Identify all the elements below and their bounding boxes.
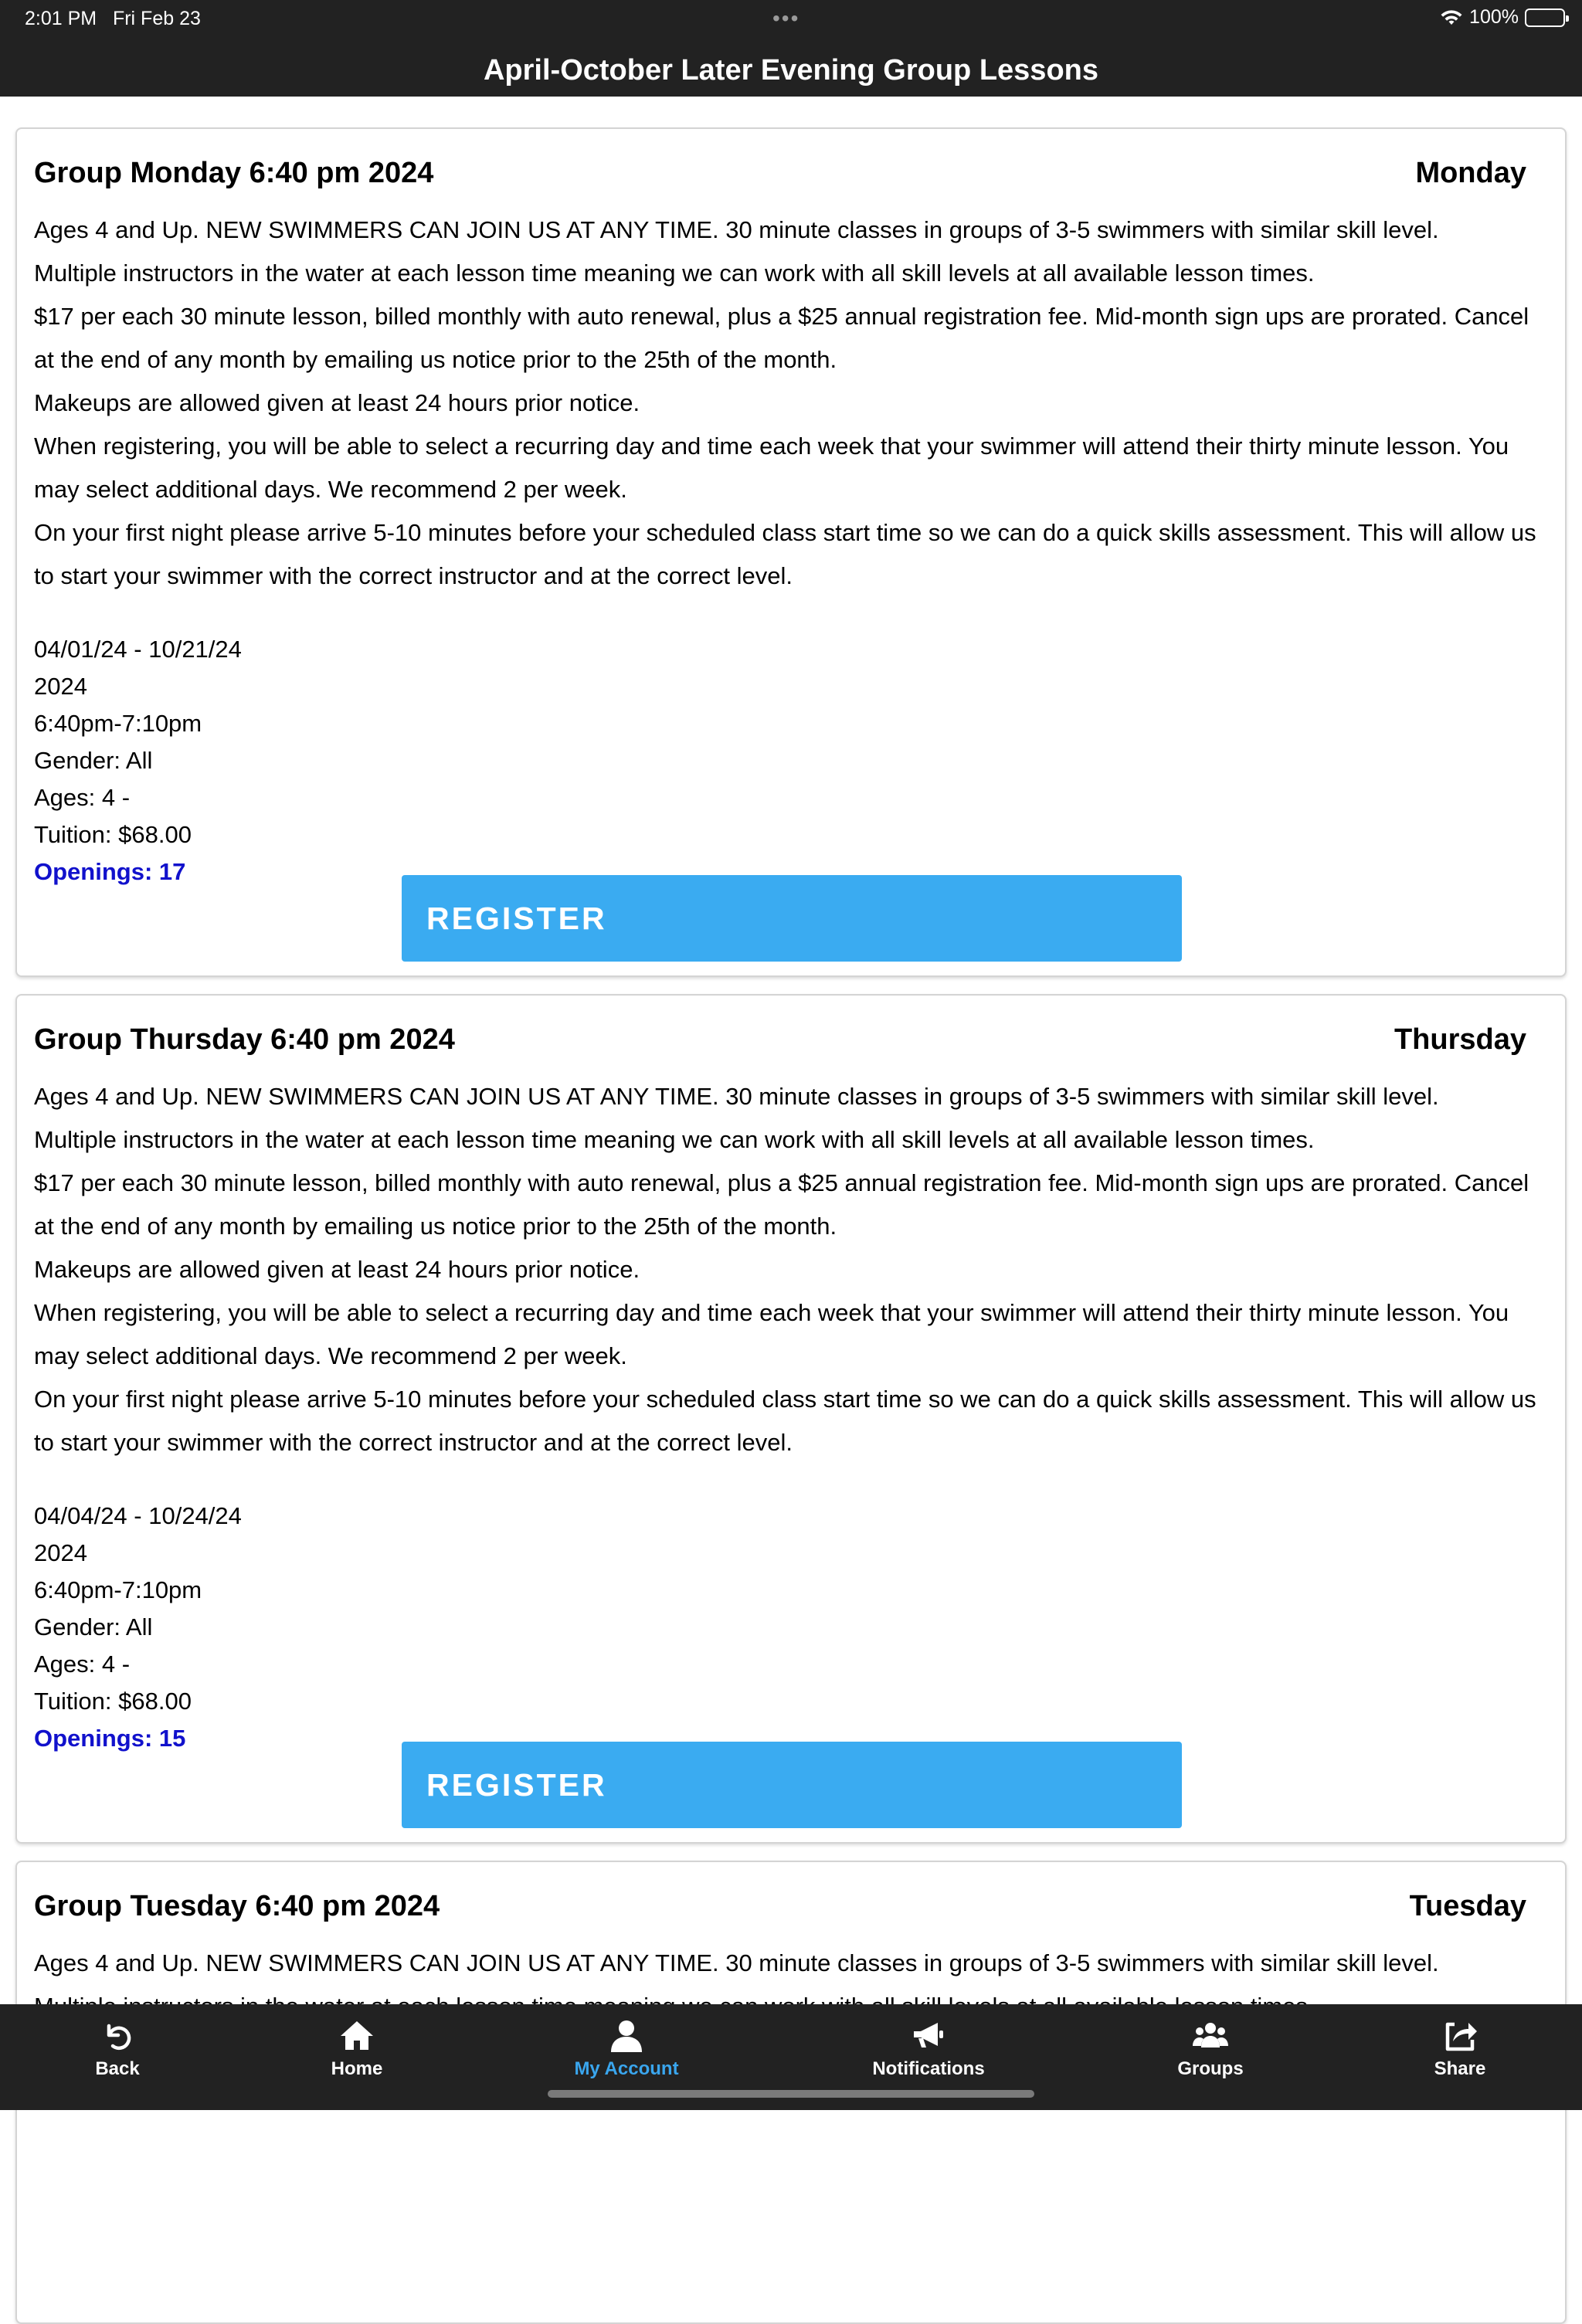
nav-groups[interactable]: Groups: [1133, 2018, 1288, 2080]
lesson-dates: 04/01/24 - 10/21/24: [34, 636, 242, 663]
home-icon: [339, 2018, 375, 2054]
lesson-details: [34, 631, 242, 891]
lesson-year: 2024: [34, 673, 87, 700]
status-time: 2:01 PM Fri Feb 23: [25, 8, 201, 29]
battery-icon: [1525, 8, 1565, 27]
lesson-title: Group Tuesday 6:40 pm 2024: [34, 1890, 440, 1922]
lesson-description: Ages 4 and Up. NEW SWIMMERS CAN JOIN US AT ANY TIME. 30 minute classes in groups of 3-5 swimmers with similar skill level. Multiple instructors in the water at each lesson time meaning we can work with all skill levels at all available lesson times. $17 per each 30 minute lesson, billed monthly with auto renewal, plus a $25 annual registration fee. Mid-month sign ups are prorated. Cancel at the end of any month by emailing us notice prior to the 25th of the month. Makeups are allowed given at least 24 hours prior notice. When registering, you will be able to select a recurring day and time each week that your swimmer will attend their thirty minute lesson. You may select additional days. We recommend 2 per week. On your first night please arrive 5-10 minutes before your scheduled class start time so we can do a quick skills assessment. This will allow us to start your swimmer with the correct instructor and at the correct level.: [34, 216, 1536, 589]
lesson-dates: 04/04/24 - 10/24/24: [34, 1502, 242, 1529]
page-title: April-October Later Evening Group Lessons: [483, 54, 1098, 87]
register-button[interactable]: REGISTER: [402, 1742, 1182, 1828]
top-bar: [0, 0, 1582, 97]
nav-my-account[interactable]: My Account: [549, 2018, 704, 2080]
lesson-card: [15, 994, 1567, 1844]
lesson-openings: Openings: 17: [34, 858, 186, 885]
lessons-list[interactable]: [0, 97, 1582, 2004]
back-icon: [100, 2018, 135, 2054]
nav-share[interactable]: Share: [1383, 2018, 1537, 2080]
share-icon: [1442, 2018, 1478, 2054]
megaphone-icon: [911, 2018, 946, 2054]
lesson-day: Tuesday: [1409, 1890, 1526, 1922]
wifi-icon: [1440, 9, 1463, 26]
lesson-description: Ages 4 and Up. NEW SWIMMERS CAN JOIN US AT ANY TIME. 30 minute classes in groups of 3-5 swimmers with similar skill level. Multiple instructors in the water at each lesson time meaning we can work with all skill levels at all available lesson times. $17 per each 30 minute lesson, billed monthly with auto renewal, plus a $25 annual registration fee. Mid-month sign ups are prorated. Cancel at the end of any month by emailing us notice prior to the 25th of the month. Makeups are allowed given at least 24 hours prior notice. When registering, you will be able to select a recurring day and time each week that your swimmer will attend their thirty minute lesson. You may select additional days. We recommend 2 per week. On your first night please arrive 5-10 minutes before your scheduled class start time so we can do a quick skills assessment. This will allow us to start your swimmer with the correct instructor and at the correct level.: [34, 1083, 1536, 1456]
lesson-ages: Ages: 4 -: [34, 784, 131, 811]
account-icon: [609, 2018, 644, 2054]
multitask-dots-icon[interactable]: •••: [772, 6, 800, 30]
lesson-description: Ages 4 and Up. NEW SWIMMERS CAN JOIN US AT ANY TIME. 30 minute classes in groups of 3-5 swimmers with similar skill level.: [34, 1949, 1439, 1976]
lesson-day: Thursday: [1394, 1023, 1526, 1056]
lesson-details: [34, 1498, 242, 1757]
lesson-title: Group Monday 6:40 pm 2024: [34, 157, 434, 189]
nav-back[interactable]: Back: [40, 2018, 195, 2080]
lesson-year: 2024: [34, 1539, 87, 1566]
lesson-time: 6:40pm-7:10pm: [34, 1576, 202, 1603]
lesson-time: 6:40pm-7:10pm: [34, 710, 202, 737]
lesson-gender: Gender: All: [34, 1613, 153, 1640]
lesson-title: Group Thursday 6:40 pm 2024: [34, 1023, 455, 1056]
lesson-day: Monday: [1415, 157, 1526, 189]
home-indicator[interactable]: [548, 2090, 1034, 2098]
lesson-tuition: Tuition: $68.00: [34, 1688, 192, 1715]
status-indicators: [1440, 6, 1565, 29]
groups-icon: [1193, 2018, 1228, 2054]
lesson-tuition: Tuition: $68.00: [34, 821, 192, 848]
battery-percent: 100%: [1469, 6, 1519, 28]
register-button[interactable]: REGISTER: [402, 875, 1182, 962]
lesson-gender: Gender: All: [34, 747, 153, 774]
lesson-openings: Openings: 15: [34, 1725, 186, 1752]
lesson-ages: Ages: 4 -: [34, 1651, 131, 1678]
nav-home[interactable]: Home: [280, 2018, 434, 2080]
lesson-card: [15, 127, 1567, 977]
nav-notifications[interactable]: Notifications: [851, 2018, 1006, 2080]
